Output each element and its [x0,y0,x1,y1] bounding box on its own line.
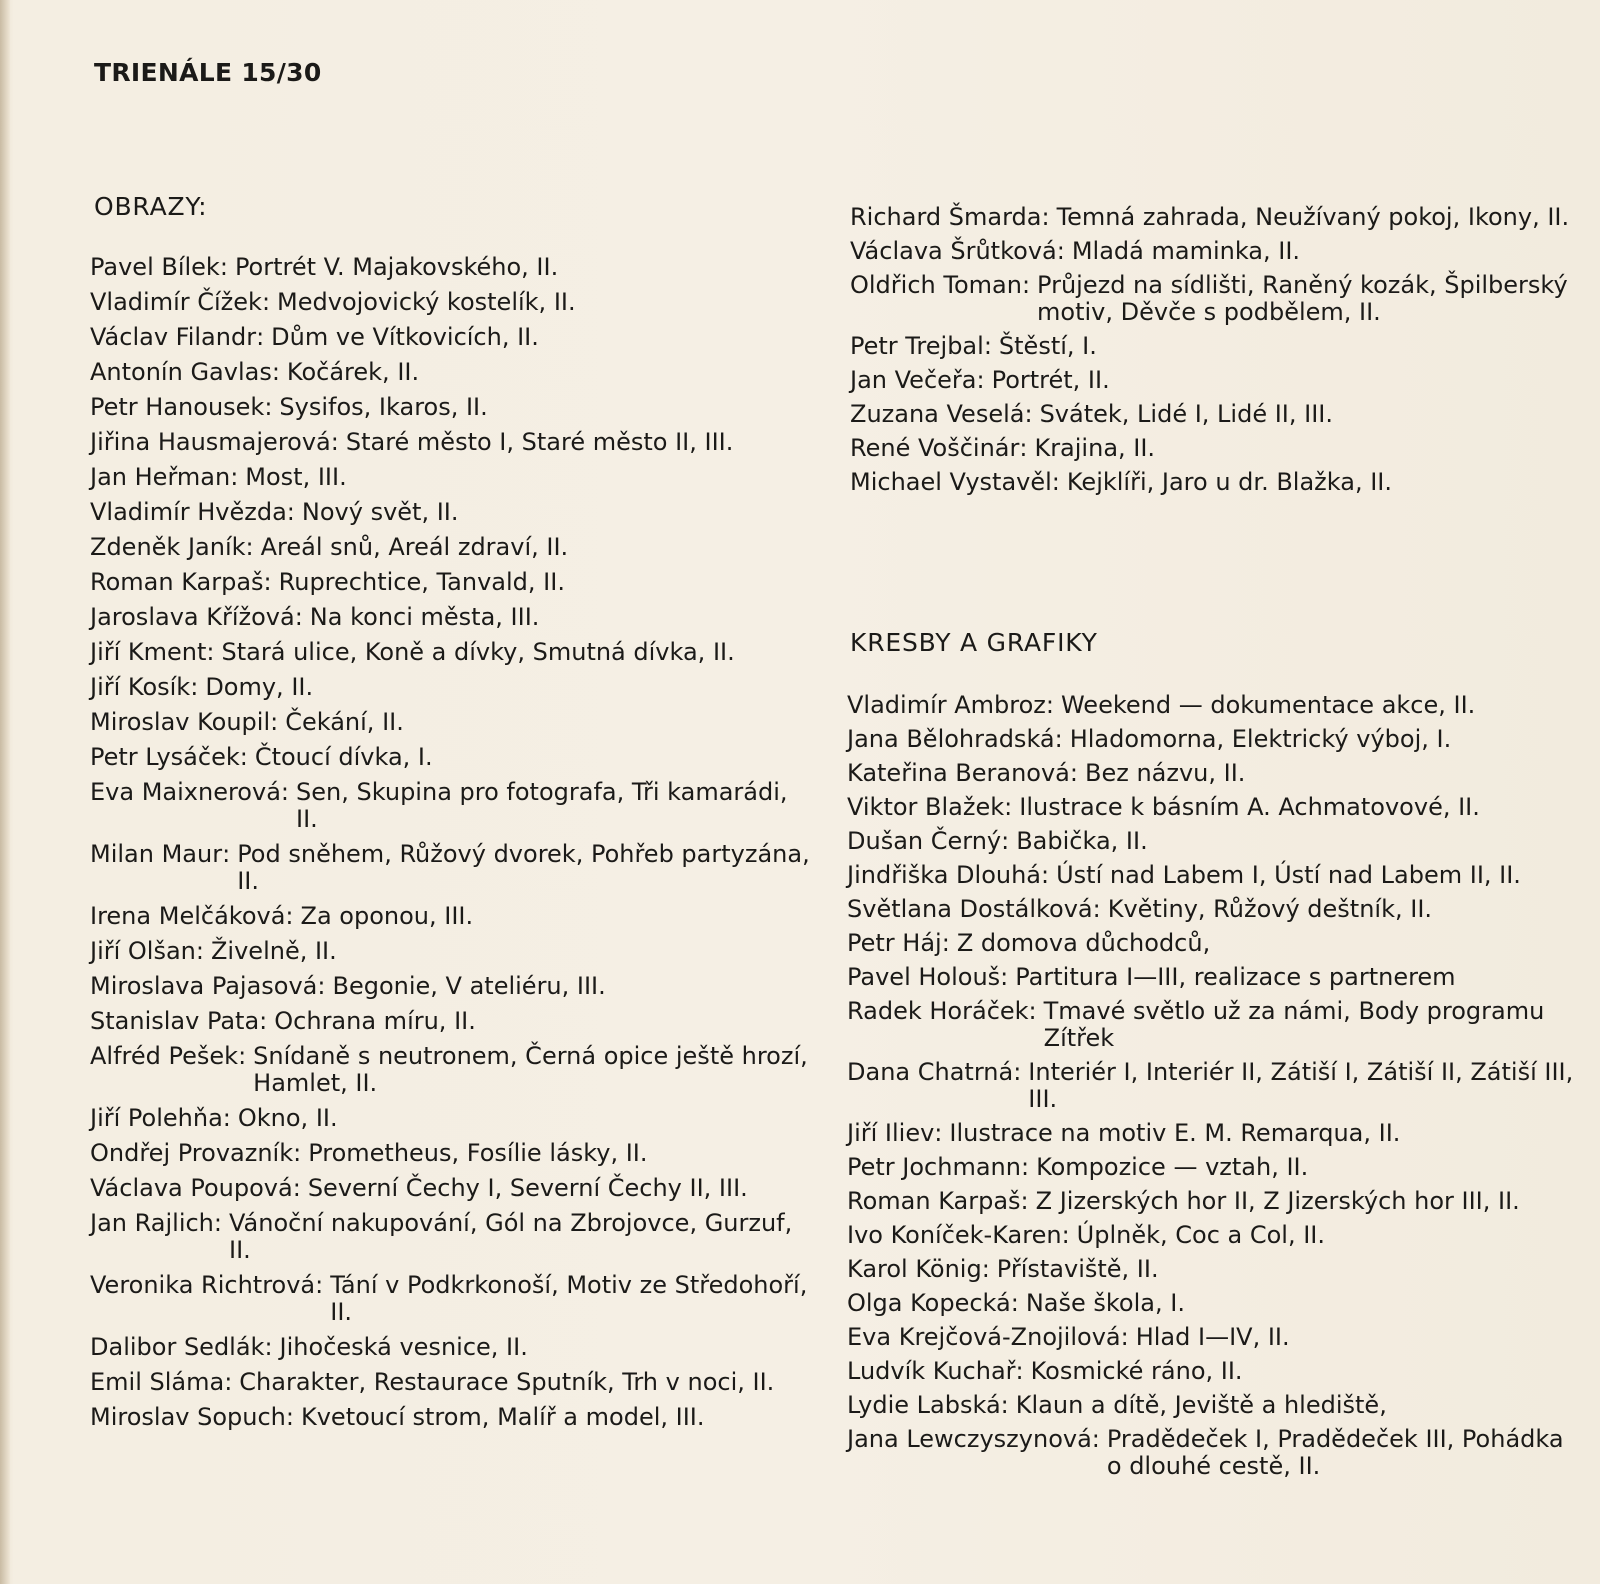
artist-name: Václava Poupová [90,1174,293,1202]
artist-name: Jana Lewczyszynová [847,1425,1092,1453]
name-separator: : [983,332,992,360]
name-separator: : [285,902,294,930]
artwork-list: Kompozice — vztah, II. [1036,1153,1309,1181]
artist-name: Karol König [847,1255,982,1283]
name-separator: : [292,1174,301,1202]
artist-name: Jan Heřman [90,463,231,491]
artist-name: Michael Vystavěl [850,468,1052,496]
artist-name: Lydie Labská [847,1391,1001,1419]
artwork-list: Dům ve Vítkovicích, II. [271,323,539,351]
artwork-list: Interiér I, Interiér II, Zátiší I, Zátiší II, Zátiší III, III. [1028,1058,1574,1113]
artist-entry [90,1175,810,1202]
name-separator: : [1013,1058,1022,1086]
artwork-list: Úplněk, Coc a Col, II. [1076,1221,1326,1249]
artist-entry [90,429,810,456]
name-separator: : [238,1042,247,1070]
artwork-list: Bez názvu, II. [1084,759,1246,787]
artist-name: Olga Kopecká [847,1289,1011,1317]
artist-name: Radek Horáček [847,997,1029,1025]
artist-entry [90,1140,810,1167]
artwork-list: Průjezd na sídlišti, Raněný kozák, Špilberský motiv, Děvče s podbělem, II. [1037,271,1568,326]
artwork-list: Kosmické ráno, II. [1030,1357,1243,1385]
artwork-list: Areál snů, Areál zdraví, II. [260,533,569,561]
artist-name: Jindřiška Dlouhá [847,861,1042,889]
artist-name: Oldřich Toman [850,271,1022,299]
artist-name: Roman Karpaš [90,568,264,596]
artwork-list: Staré město I, Staré město II, III. [345,428,734,456]
artwork-list: Květiny, Růžový deštník, II. [1107,895,1433,923]
artwork-list: Babička, II. [1016,827,1148,855]
artist-name: Miroslav Sopuch [90,1403,286,1431]
artwork-list: Severní Čechy I, Severní Čechy II, III. [307,1174,748,1202]
artwork-list: Z domova důchodců, [956,929,1211,957]
artwork-list: Ochrana míru, II. [274,1007,476,1035]
name-separator: : [264,1333,273,1361]
artist-entry [847,1154,1580,1181]
artist-name: Petr Lysáček [90,743,240,771]
section-title-kresby: KRESBY A GRAFIKY [850,628,1098,657]
artist-entry [847,760,1580,787]
name-separator: : [1069,759,1078,787]
name-separator: : [1021,271,1031,299]
artist-name: Dušan Černý [847,827,1002,855]
name-separator: : [1051,468,1060,496]
artist-entry [850,469,1580,496]
artwork-list: Nový svět, II. [301,498,459,526]
artist-name: Zdeněk Janík [90,533,246,561]
artwork-list: Hladomorna, Elektrický výboj, I. [1069,725,1452,753]
artist-entry [847,692,1580,719]
artwork-list: Ústí nad Labem I, Ústí nad Labem II, II. [1056,861,1521,889]
artwork-list: Temná zahrada, Neužívaný pokoj, Ikony, II. [1056,203,1570,231]
artist-entry [90,324,810,351]
artwork-list: Portrét V. Majakovského, II. [234,253,559,281]
artwork-list: Ilustrace k básním A. Achmatovové, II. [1019,793,1480,821]
page-header: TRIENÁLE 15/30 [94,58,322,87]
artist-name: Petr Hanousek [90,393,265,421]
name-separator: : [190,673,199,701]
artwork-list: Pod sněhem, Růžový dvorek, Pohřeb partyzána, II. [237,840,810,895]
name-separator: : [1024,400,1033,428]
artwork-list: Stará ulice, Koně a dívky, Smutná dívka, II. [221,638,735,666]
artwork-list: Domy, II. [205,673,314,701]
name-separator: : [259,1007,268,1035]
artist-entry [847,930,1580,957]
artist-entry [90,534,810,561]
artist-entry [847,862,1580,889]
artist-name: Světlana Dostálková [847,895,1093,923]
artist-name: Milan Maur [90,840,223,868]
artist-name: Ivo Koníček-Karen [847,1221,1062,1249]
artwork-list: Ruprechtice, Tanvald, II. [278,568,565,596]
kresby-column [847,692,1580,1487]
artist-entry [847,794,1580,821]
artist-entry [90,1334,810,1361]
artwork-list: Tmavé světlo už za námi, Body programu Zítřek [1043,997,1545,1052]
artwork-list: Hlad I—IV, II. [1135,1323,1290,1351]
name-separator: : [1019,434,1028,462]
artist-entry [847,1120,1580,1147]
artist-entry [847,1256,1580,1283]
artist-entry [90,779,810,833]
artwork-list: Sysifos, Ikaros, II. [279,393,488,421]
artist-name: Veronika Richtrová [90,1271,316,1299]
artist-entry [850,367,1580,394]
artist-entry [847,998,1580,1052]
name-separator: : [1091,1425,1100,1453]
artist-name: Antonín Gavlas [90,358,272,386]
artist-name: Pavel Holouš [847,963,1001,991]
obrazy-right-column [850,204,1580,503]
artist-name: René Voščinár [850,434,1020,462]
artist-name: Zuzana Veselá [850,400,1025,428]
artwork-list: Charakter, Restaurace Sputník, Trh v noci, II. [239,1368,775,1396]
name-separator: : [264,393,273,421]
name-separator: : [230,463,239,491]
artwork-list: Kejklíři, Jaro u dr. Blažka, II. [1066,468,1392,496]
artist-name: Pavel Bílek [90,253,220,281]
artist-name: Ludvík Kuchař [847,1357,1016,1385]
name-separator: : [256,323,265,351]
artist-entry [850,401,1580,428]
name-separator: : [280,778,289,806]
name-separator: : [263,568,272,596]
artist-entry [90,674,810,701]
artist-entry [90,289,810,316]
artist-entry [847,1426,1580,1480]
artist-entry [847,1059,1580,1113]
artist-name: Petr Jochmann [847,1153,1021,1181]
artwork-list: Naše škola, I. [1025,1289,1185,1317]
artwork-list: Snídaně s neutronem, Černá opice ještě hrozí, Hamlet, II. [253,1042,808,1097]
name-separator: : [1000,963,1009,991]
artwork-list: Čtoucí dívka, I. [254,743,433,771]
artist-name: Jana Bělohradská [847,725,1055,753]
name-separator: : [1028,997,1037,1025]
name-separator: : [213,1209,222,1237]
name-separator: : [934,1119,943,1147]
artist-entry [847,1358,1580,1385]
artist-name: Vladimír Čížek [90,288,262,316]
artist-name: Eva Maixnerová [90,778,281,806]
artist-name: Petr Trejbal [850,332,984,360]
artwork-list: Mladá maminka, II. [1071,237,1301,265]
artist-entry [90,464,810,491]
artwork-list: Přístaviště, II. [996,1255,1159,1283]
artist-entry [847,1222,1580,1249]
artwork-list: Ilustrace na motiv E. M. Remarqua, II. [949,1119,1401,1147]
artist-name: Jiří Kosík [90,673,191,701]
artist-entry [90,569,810,596]
artist-name: Jiří Iliev [847,1119,935,1147]
artist-entry [847,1324,1580,1351]
name-separator: : [1056,237,1065,265]
artist-entry [850,435,1580,462]
artist-entry [847,726,1580,753]
artist-name: Jan Rajlich [90,1209,214,1237]
name-separator: : [315,1271,324,1299]
name-separator: : [1015,1357,1024,1385]
artist-name: Dana Chatrná [847,1058,1014,1086]
artwork-list: Živelně, II. [210,937,337,965]
name-separator: : [195,937,204,965]
artwork-list: Z Jizerských hor II, Z Jizerských hor III, II. [1035,1187,1520,1215]
artwork-list: Medvojovický kostelík, II. [277,288,576,316]
name-separator: : [219,253,228,281]
artist-name: Vladimír Ambroz [847,691,1046,719]
artwork-list: Partitura I—III, realizace s partnerem [1015,963,1456,991]
name-separator: : [1041,861,1050,889]
name-separator: : [1092,895,1101,923]
artist-entry [847,1290,1580,1317]
artist-entry [90,254,810,281]
name-separator: : [1061,1221,1070,1249]
artist-entry [90,604,810,631]
artist-entry [90,499,810,526]
artist-name: Jiří Polehňa [90,1104,223,1132]
artwork-list: Okno, II. [237,1104,338,1132]
name-separator: : [1054,725,1063,753]
name-separator: : [1120,1323,1129,1351]
name-separator: : [239,743,248,771]
name-separator: : [941,929,950,957]
artist-name: Miroslav Koupil [90,708,271,736]
artwork-list: Jihočeská vesnice, II. [279,1333,528,1361]
artist-entry [90,1210,810,1264]
artwork-list: Čekání, II. [285,708,404,736]
artist-name: Irena Melčáková [90,902,286,930]
name-separator: : [261,288,271,316]
name-separator: : [1020,1153,1030,1181]
name-separator: : [294,603,303,631]
artist-name: Jaroslava Křížová [90,603,295,631]
artist-name: Miroslava Pajasová [90,972,318,1000]
artwork-list: Portrét, II. [991,366,1110,394]
artist-name: Stanislav Pata [90,1007,260,1035]
artwork-list: Tání v Podkrkonoší, Motiv ze Středohoří, II. [330,1271,808,1326]
page-spine-shadow [0,0,10,1584]
artist-entry [847,1392,1580,1419]
artist-name: Jiří Olšan [90,937,196,965]
name-separator: : [330,428,339,456]
artist-entry [847,1188,1580,1215]
artist-entry [90,1105,810,1132]
artwork-list: Sen, Skupina pro fotografa, Tři kamarádi, II. [296,778,788,833]
name-separator: : [206,638,215,666]
artwork-list: Most, III. [245,463,347,491]
artist-name: Kateřina Beranová [847,759,1070,787]
artist-entry [90,394,810,421]
artist-name: Alfréd Pešek [90,1042,239,1070]
artist-entry [90,841,810,895]
artist-entry [90,1369,810,1396]
artist-entry [90,903,810,930]
artist-entry [847,896,1580,923]
name-separator: : [1001,827,1010,855]
name-separator: : [1004,793,1013,821]
name-separator: : [1000,1391,1009,1419]
artwork-list: Štěstí, I. [998,332,1097,360]
artist-name: Václava Šrůtková [850,237,1057,265]
artist-name: Eva Krejčová-Znojilová [847,1323,1121,1351]
name-separator: : [1020,1187,1029,1215]
artwork-list: Kočárek, II. [286,358,420,386]
name-separator: : [981,1255,990,1283]
artist-entry [847,828,1580,855]
name-separator: : [245,533,254,561]
artist-name: Vladimír Hvězda [90,498,287,526]
artist-entry [850,238,1580,265]
obrazy-left-column [90,254,810,1439]
name-separator: : [1041,203,1050,231]
artist-name: Roman Karpaš [847,1187,1021,1215]
artist-name: Emil Sláma [90,1368,225,1396]
artist-entry [90,639,810,666]
artist-entry [90,938,810,965]
name-separator: : [317,972,326,1000]
name-separator: : [271,358,280,386]
artist-entry [90,973,810,1000]
artwork-list: Klaun a dítě, Jeviště a hlediště, [1015,1391,1387,1419]
artwork-list: Kvetoucí strom, Malíř a model, III. [300,1403,705,1431]
artist-name: Dalibor Sedlák [90,1333,265,1361]
name-separator: : [1010,1289,1019,1317]
name-separator: : [1045,691,1054,719]
artist-entry [90,744,810,771]
section-title-obrazy: OBRAZY: [94,192,208,221]
artist-entry [90,1272,810,1326]
artist-entry [850,272,1580,326]
artwork-list: Pradědeček I, Pradědeček III, Pohádka o dlouhé cestě, II. [1106,1425,1564,1480]
artist-name: Václav Filandr [90,323,257,351]
name-separator: : [285,1403,294,1431]
name-separator: : [293,1139,302,1167]
artist-entry [90,359,810,386]
artist-name: Jiřina Hausmajerová [90,428,331,456]
name-separator: : [270,708,279,736]
name-separator: : [286,498,295,526]
name-separator: : [222,1104,231,1132]
artist-name: Petr Háj [847,929,942,957]
artist-entry [90,1043,810,1097]
artwork-list: Na konci města, III. [309,603,540,631]
artwork-list: Krajina, II. [1034,434,1156,462]
artist-name: Ondřej Provazník [90,1139,294,1167]
artist-entry [847,964,1580,991]
artist-name: Jiří Kment [90,638,207,666]
artwork-list: Prometheus, Fosílie lásky, II. [308,1139,648,1167]
artwork-list: Svátek, Lidé I, Lidé II, III. [1039,400,1333,428]
artwork-list: Za oponou, III. [300,902,474,930]
artist-entry [90,1404,810,1431]
artist-entry [90,1008,810,1035]
artist-entry [90,709,810,736]
name-separator: : [224,1368,233,1396]
artist-name: Viktor Blažek [847,793,1005,821]
artwork-list: Vánoční nakupování, Gól na Zbrojovce, Gurzuf, II. [228,1209,793,1264]
artist-name: Jan Večeřa [850,366,977,394]
artwork-list: Weekend — dokumentace akce, II. [1060,691,1476,719]
artist-name: Richard Šmarda [850,203,1042,231]
artist-entry [850,333,1580,360]
name-separator: : [222,840,231,868]
artist-entry [850,204,1580,231]
artwork-list: Begonie, V ateliéru, III. [332,972,606,1000]
name-separator: : [976,366,985,394]
